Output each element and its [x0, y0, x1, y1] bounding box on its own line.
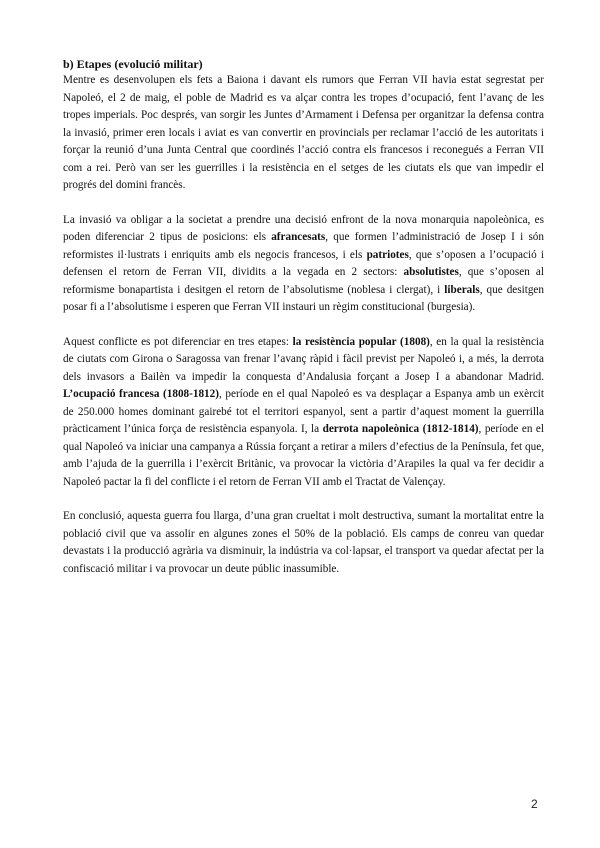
paragraph-3	[63, 334, 544, 492]
page-number: 2	[531, 797, 538, 811]
paragraph-2	[63, 212, 544, 317]
term-ocupacio-francesa: L’ocupació francesa (1808-1812)	[63, 388, 219, 400]
term-resistencia-popular: la resistència popular (1808)	[292, 335, 430, 348]
paragraph-2-text: , que desitgen posar fi a l’absolutisme i esperen que Ferran VII instauri un règim constitucional (burgesia).	[63, 283, 544, 313]
paragraph-3-text: , període en el qual Napoleó va iniciar una campanya a Rússia forçant a retirar a milers d’efectius de la Península, fet que, amb l’ajuda de la guerrilla i l’exèrcit Britànic, va provocar la victòria d’Arapiles la qual va fer decidir a Napoleó pactar la fi del conflicte i el retorn de Ferran VII amb el Tractat de Valençay.	[63, 423, 544, 488]
paragraph-1-text: Mentre es desenvolupen els fets a Baiona i davant els rumors que Ferran VII havia estat segrestat per Napoleó, el 2 de maig, el poble de Madrid es va alçar contra les tropes d’ocupació, fent l’avanç de les tropes imperials. Poc després, van sorgir les Juntes d’Armament i Defensa per organitzar la defensa contra la invasió, primer eren locals i aviat es van convertir en provincials per reclamar l’acció de les autoritats i forçar la reunió d’una Junta Central que coordinés l’acció contra els francesos i reconegués a Ferran VII com a rei. Però van ser les guerrilles i la resistència en el setges de les ciutats els que van impedir el progrés del domini francès.	[63, 74, 544, 191]
paragraph-2-text: La invasió va obligar a la societat a prendre una decisió enfront de la nova monarquia napoleònica, es poden diferenciar 2 tipus de posicions: els	[63, 213, 544, 243]
paragraph-3-text: Aquest conflicte es pot diferenciar en tres etapes:	[63, 335, 293, 348]
paragraph-4	[63, 508, 544, 578]
paragraph-2-text: , que s’oposen a l’ocupació i defensen el retorn de Ferran VII, dividits a la vegada en 2 sectors:	[63, 248, 544, 278]
paragraph-3-text: , període en el qual Napoleó es va desplaçar a Espanya amb un exèrcit de 250.000 homes dominant gairebé tot el territori espanyol, sent a partir d’aquest moment la guerrilla pràcticament l’única força de resistència espanyola. I, la	[63, 388, 545, 435]
document-page	[63, 57, 544, 595]
paragraph-2-text: , que s’oposen al reformisme bonapartista i desitgen el retorn de l’absolutisme (noblesa i clergat), i	[63, 266, 544, 296]
paragraph-3-text: , en la qual la resistència de ciutats com Girona o Saragossa van frenar l’avanç ràpid i fàcil previst per Napoleó i, a més, la derrota dels invasors a Bailèn va impedir la conquesta d’Andalusia forçant a Josep I a abandonar Madrid.	[63, 335, 544, 383]
term-derrota-napoleonica: derrota napoleònica (1812-1814)	[322, 423, 479, 435]
term-liberals: liberals	[444, 283, 480, 296]
paragraph-4-text: En conclusió, aquesta guerra fou llarga, d’una gran crueltat i molt destructiva, sumant la mortalitat entre la població civil que va assolir en algunes zones el 50% de la població. Els camps de conreu van quedar devastats i la producció agrària va disminuir, la indústria va col·lapsar, el transport va quedar afectat per la confiscació militar i va provocar un deute públic inassumible.	[63, 510, 544, 575]
paragraph-2-text: , que formen l’administració de Josep I i són reformistes il·lustrats i enriquits amb els negocis francesos, i els	[63, 231, 544, 261]
term-absolutistes: absolutistes	[403, 266, 459, 278]
paragraph-1	[63, 72, 544, 195]
term-afrancesats: afrancesats	[271, 231, 326, 243]
section-heading: b) Etapes (evolució militar)	[63, 57, 203, 71]
term-patriotes: patriotes	[366, 248, 409, 261]
